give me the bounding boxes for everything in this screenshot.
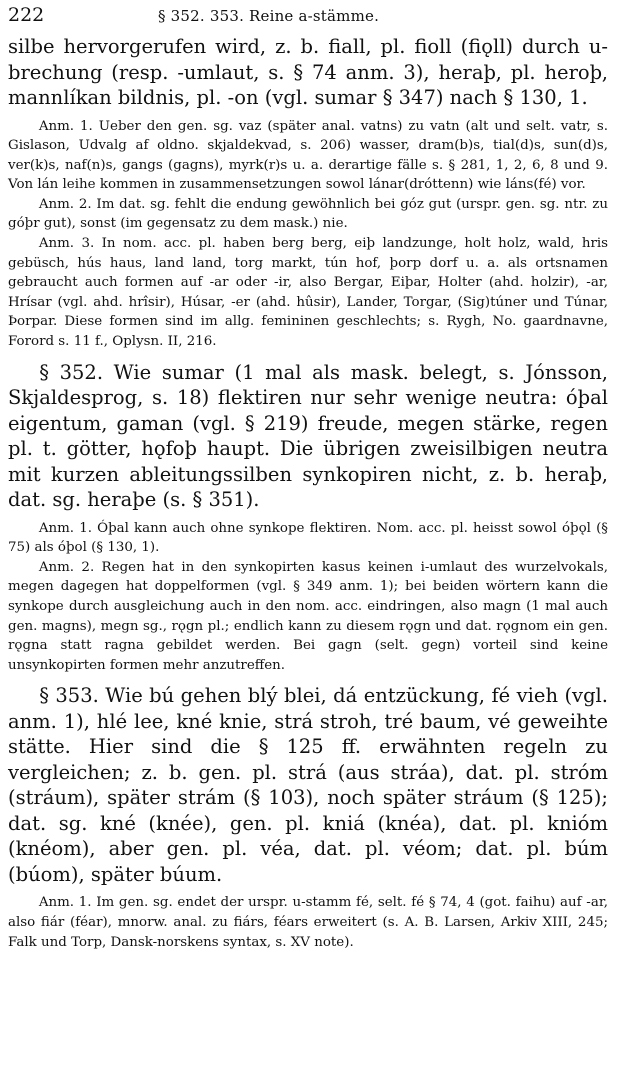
note-paragraph: Anm. 3. In nom. acc. pl. haben berg berg, eiþ landzunge, holt holz, wald, hris gebüsch, hús haus, land land, torg markt, tún hof, þorp dorf u. a. als ortsnamen gebraucht auch formen auf -ar oder -ir, also Bergar, Eiþar, Holter (ahd. holzir), -ar, Hrísar (vgl. ahd. hrîsir), Húsar, -er (ahd. hûsir), Lander, Torgar, (Sig)túner und Túnar, Þorpar. Diese formen sind im allg. femininen geschlechts; s. Rygh, No. gaardnavne, Forord s. 11 f., Oplysn. II, 216. bbox=[8, 236, 608, 350]
page-header bbox=[8, 4, 608, 34]
note-paragraph: Anm. 1. Óþal kann auch ohne synkope flektiren. Nom. acc. pl. heisst sowol óþǫl (§ 75) als óþol (§ 130, 1). bbox=[8, 520, 608, 556]
section-352-paragraph: § 352. Wie sumar (1 mal als mask. belegt, s. Jónsson, Skjaldesprog, s. 18) flektiren nur sehr wenige neutra: óþal eigentum, gaman (vgl. § 219) freude, megen stärke, regen pl. t. götter, hǫfoþ haupt. Die übrigen zweisilbigen neutra mit kurzen ableitungssilben synkopiren nicht, z. b. heraþ, dat. sg. heraþe (s. § 351). bbox=[8, 360, 608, 512]
note-paragraph: Anm. 1. Ueber den gen. sg. vaz (später anal. vatns) zu vatn (alt und selt. vatr, s. Gislason, Udvalg af oldno. skjaldekvad, s. 206) wasser, dram(b)s, tial(d)s, sun(d)s, ver(k)s, naf(n)s, gangs (gagns), myrk(r)s u. a. derartige fälle s. § 281, 1, 2, 6, 8 und 9. Von lán leihe kommen in zusammensetzungen sowol lánar(dróttenn) wie láns(fé) vor. bbox=[8, 118, 608, 193]
note-paragraph: Anm. 1. Im gen. sg. endet der urspr. u-stamm fé, selt. fé § 74, 4 (got. faihu) auf -ar, also fiár (féar), mnorw. anal. zu fiárs, féars erweitert (s. A. B. Larsen, Arkiv XIII, 245; Falk und Torp, Dansk-norskens syntax, s. XV note). bbox=[8, 895, 608, 950]
note-paragraph: Anm. 2. Regen hat in den synkopirten kasus keinen i-umlaut des wurzelvokals, megen dagegen hat doppelformen (vgl. § 349 anm. 1); bei beiden wörtern kann die synkope durch ausgleichung auch in den nom. acc. eindringen, also magn (1 mal auch gen. magns), megn sg., rǫgn pl.; endlich kann zu diesem rǫgn und dat. rǫgnom ein gen. rǫgna statt ragna gebildet werden. Bei gagn (selt. gegn) vorteil sind keine unsynkopirten formen mehr anzutreffen. bbox=[8, 559, 608, 673]
continuation-paragraph: silbe hervorgerufen wird, z. b. fiall, pl. fioll (fiǫll) durch u-brechung (resp. -umlaut, s. § 74 anm. 3), heraþ, pl. heroþ, mannlíkan bildnis, pl. -on (vgl. sumar § 347) nach § 130, 1. bbox=[8, 35, 608, 109]
page-number: 222 bbox=[8, 4, 45, 26]
section-353-paragraph: § 353. Wie bú gehen blý blei, dá entzückung, fé vieh (vgl. anm. 1), hlé lee, kné knie, strá stroh, tré baum, vé geweihte stätte. Hier sind die § 125 ff. erwähnten regeln zu vergleichen; z. b. gen. pl. strá (aus stráa), dat. pl. stróm (stráum), später strám (§ 103), noch später stráum (§ 125); dat. sg. kné (knée), gen. pl. kniá (knéa), dat. pl. knióm (knéom), aber gen. pl. véa, dat. pl. véom; dat. pl. búm (búom), später búum. bbox=[8, 684, 608, 886]
running-head: § 352. 353. Reine a-stämme. bbox=[158, 7, 380, 25]
note-paragraph: Anm. 2. Im dat. sg. fehlt die endung gewöhnlich bei góz gut (urspr. gen. sg. ntr. zu góþr gut), sonst (im gegensatz zu dem mask.) nie. bbox=[8, 196, 608, 232]
